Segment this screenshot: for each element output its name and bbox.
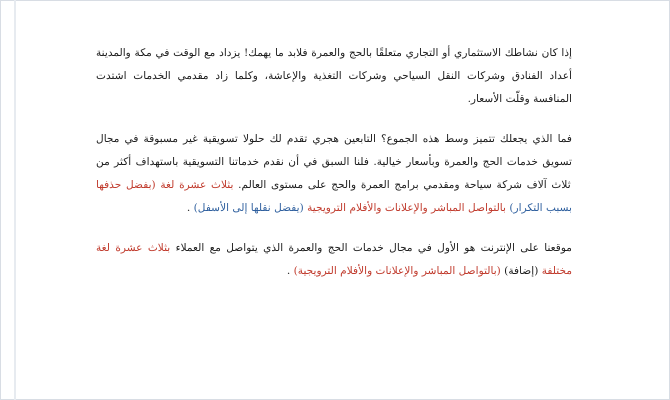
editor-note-blue: (يفضل نقلها إلى الأسفل)	[193, 202, 304, 214]
highlight-red-text: بثلاث عشرة لغة مختلفة	[96, 242, 572, 277]
paragraph-intro	[96, 42, 572, 111]
highlight-red-text: (بالتواصل المباشر والإعلانات والأفلام الترويجية)	[293, 265, 501, 277]
page-edge	[14, 0, 16, 400]
text-segment: (إضافة)	[500, 265, 539, 277]
highlight-red-text: بالتواصل المباشر والإعلانات والأفلام الترويجية	[307, 202, 506, 214]
highlight-red-text: بثلاث عشرة لغة (بفضل حذفها	[96, 179, 234, 191]
text-segment: موقعنا على الإنترنت هو الأول في مجال خدمات الحج والعمرة الذي يتواصل مع العملاء	[170, 242, 572, 254]
paragraph-services	[96, 128, 572, 220]
text-segment: .	[286, 265, 291, 277]
paragraph-website	[96, 237, 572, 283]
text-segment: إذا كان نشاطك الاستثماري أو التجاري متعلقًا بالحج والعمرة فلابد ما يهمك! يزداد مع الوقت في مكة والمدينة أعداد الفنادق وشركات النقل السياحي وشركات التغذية والإعاشة، وكلما زاد مقدمي الخدمات اشتدت المنافسة وقلّت الأسعار.	[96, 47, 572, 105]
text-segment: .	[186, 202, 191, 214]
text-segment: فما الذي يجعلك تتميز وسط هذه الجموع؟ التابعين هجري تقدم لك حلولا تسويقية غير مسبوقة في مجال تسويق خدمات الحج والعمرة وبأسعار خيالية. فلنا السبق في أن نقدم خدماتنا التسويقية باستهداف أكثر من ثلاث آلاف شركة سياحة ومقدمي برامج العمرة والحج على مستوى العالم.	[96, 133, 572, 191]
editor-note-blue: بسبب التكرار)	[509, 202, 572, 214]
document-body	[96, 42, 572, 283]
